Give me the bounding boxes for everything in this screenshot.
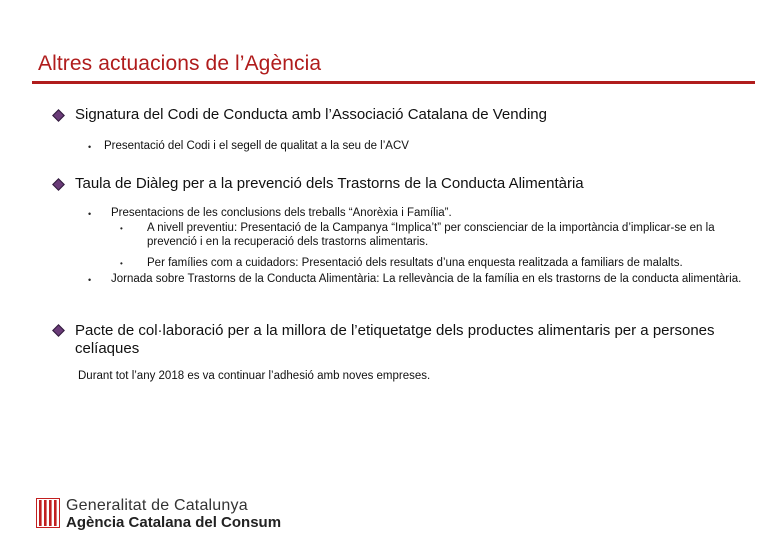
footer-brand-line2: Agència Catalana del Consum — [66, 514, 282, 531]
list-item: Presentació del Codi i el segell de qualitat a la seu de l’ACV — [104, 140, 409, 152]
section-note: Durant tot l’any 2018 es va continuar l’adhesió amb noves empreses. — [78, 370, 431, 382]
title-rule — [32, 81, 755, 84]
dot-bullet-icon: • — [88, 275, 92, 285]
sub-list-item: Per famílies com a cuidadors: Presentació dels resultats d’una enquesta realitzada a familiars de malalts. — [147, 257, 683, 269]
generalitat-logo-icon — [36, 498, 60, 528]
dot-bullet-icon: • — [88, 209, 92, 219]
diamond-bullet-icon — [52, 178, 65, 191]
section-heading-celiac: Pacte de col·laboració per a la millora de l’etiquetatge dels productes alimentaris per a persones celíaques — [75, 322, 715, 357]
sub-list-item: A nivell preventiu: Presentació de la Campanya “Implica’t” per conscienciar de la importància d’implicar-se en la prevenció i en la recuperació dels trastorns alimentaris. — [147, 222, 715, 248]
section-heading-vending: Signatura del Codi de Conducta amb l’Associació Catalana de Vending — [75, 106, 547, 123]
dot-bullet-icon: • — [88, 142, 92, 152]
slide-title: Altres actuacions de l’Agència — [38, 52, 322, 75]
dot-bullet-icon: • — [120, 259, 123, 268]
footer-brand-line1: Generalitat de Catalunya — [66, 497, 248, 514]
list-item: Jornada sobre Trastorns de la Conducta Alimentària: La rellevància de la família en els trastorns de la conducta alimentària. — [111, 273, 742, 285]
dot-bullet-icon: • — [120, 224, 123, 233]
section-heading-tca: Taula de Diàleg per a la prevenció dels Trastorns de la Conducta Alimentària — [75, 175, 584, 192]
diamond-bullet-icon — [52, 324, 65, 337]
list-item: Presentacions de les conclusions dels treballs “Anorèxia i Família”. — [111, 207, 452, 219]
diamond-bullet-icon — [52, 109, 65, 122]
